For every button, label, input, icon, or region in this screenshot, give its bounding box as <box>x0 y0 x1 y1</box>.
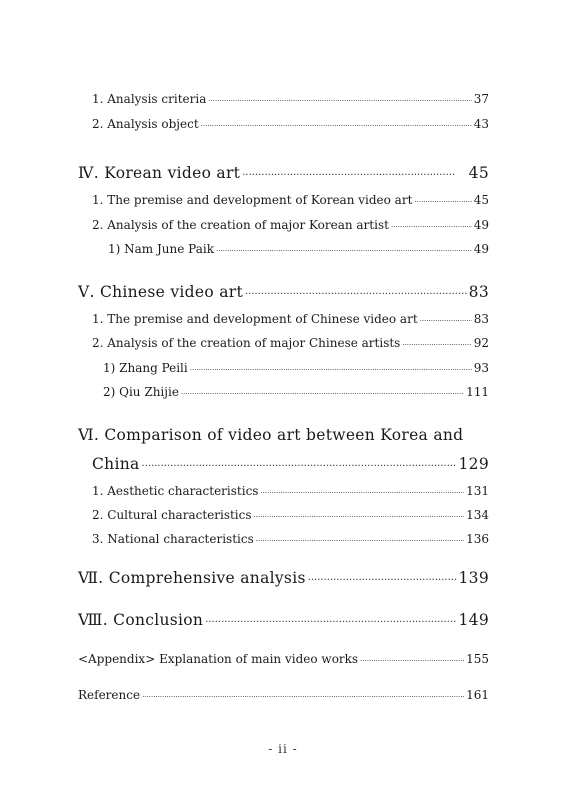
toc-entry-label: 1. The premise and development of Chinese video art <box>92 312 418 326</box>
toc-chapter-label: Ⅴ. Chinese video art <box>78 283 244 301</box>
toc-entry-page: 155 <box>466 652 489 666</box>
toc-chapter-page: 83 <box>468 283 489 301</box>
dot-leader <box>216 247 472 255</box>
toc-chapter-label: China <box>92 455 140 473</box>
toc-entry-page: 131 <box>466 484 489 498</box>
dot-leader <box>142 461 457 472</box>
toc-entry-page: 161 <box>466 688 489 702</box>
toc-chapter-page: 139 <box>458 569 489 587</box>
dot-leader <box>402 341 471 349</box>
toc-entry-nam-june-paik <box>108 242 489 256</box>
toc-entry-reference <box>78 688 489 702</box>
dot-leader <box>205 617 456 628</box>
toc-entry-page: 43 <box>473 117 489 131</box>
toc-chapter-label: Ⅷ. Conclusion <box>78 611 204 629</box>
toc-chapter-comparison-line2 <box>92 455 489 473</box>
toc-entry-label: 3. National characteristics <box>92 532 254 546</box>
toc-entry-page: 111 <box>466 385 489 399</box>
toc-chapter-label: Ⅶ. Comprehensive analysis <box>78 569 306 587</box>
page-number: - ii - <box>268 742 298 756</box>
dot-leader <box>360 657 464 665</box>
toc-entry-national <box>92 532 489 546</box>
toc-entry-label: <Appendix> Explanation of main video works <box>78 652 359 666</box>
toc-entry-label: 1) Zhang Peili <box>103 361 188 375</box>
toc-entry-page: 37 <box>473 92 489 106</box>
toc-entry-label: 2. Analysis of the creation of major Chinese artists <box>92 336 401 350</box>
dot-leader <box>245 289 467 300</box>
dot-leader <box>142 693 464 701</box>
toc-entry-qiu-zhijie <box>103 385 489 399</box>
toc-entry-appendix <box>78 652 489 666</box>
toc-chapter-page: 149 <box>458 611 489 629</box>
toc-entry-label: 1) Nam June Paik <box>108 242 214 256</box>
dot-leader <box>181 390 464 398</box>
toc-chapter-page: 45 <box>468 164 489 182</box>
toc-entry-label: 2. Analysis object <box>92 117 199 131</box>
dot-leader <box>190 366 472 374</box>
dot-leader <box>254 513 465 521</box>
toc-chapter-label: Ⅳ. Korean video art <box>78 164 241 182</box>
toc-entry-page: 45 <box>473 193 489 207</box>
dot-leader <box>260 489 464 497</box>
toc-chapter-comprehensive-analysis <box>78 569 489 587</box>
toc-entry-analysis-korean-artist <box>92 218 489 232</box>
toc-entry-premise-chinese <box>92 312 489 326</box>
toc-entry-label: 2) Qiu Zhijie <box>103 385 179 399</box>
toc-entry-label: Reference <box>78 688 141 702</box>
toc-entry-zhang-peili <box>103 361 489 375</box>
toc-chapter-page: 129 <box>458 455 489 473</box>
toc-chapter-chinese-video-art <box>78 283 489 301</box>
dot-leader <box>208 97 471 105</box>
toc-entry-analysis-criteria <box>92 92 489 106</box>
dot-leader <box>420 317 472 325</box>
dot-leader <box>391 223 472 231</box>
toc-entry-page: 83 <box>473 312 489 326</box>
toc-entry-page: 134 <box>466 508 489 522</box>
dot-leader <box>256 537 464 545</box>
toc-entry-aesthetic <box>92 484 489 498</box>
toc-entry-page: 92 <box>473 336 489 350</box>
toc-entry-label: 1. The premise and development of Korean video art <box>92 193 413 207</box>
dot-leader <box>242 170 454 181</box>
toc-chapter-conclusion <box>78 611 489 629</box>
toc-entry-analysis-object <box>92 117 489 131</box>
toc-entry-label: 1. Analysis criteria <box>92 92 207 106</box>
toc-entry-label: 2. Cultural characteristics <box>92 508 252 522</box>
toc-entry-analysis-chinese-artists <box>92 336 489 350</box>
toc-entry-page: 93 <box>473 361 489 375</box>
toc-entry-page: 136 <box>466 532 489 546</box>
toc-chapter-korean-video-art <box>78 164 489 182</box>
dot-leader <box>308 575 457 586</box>
toc-chapter-comparison-line1: Ⅵ. Comparison of video art between Korea and <box>78 426 464 444</box>
toc-entry-label: 1. Aesthetic characteristics <box>92 484 259 498</box>
dot-leader <box>414 198 471 206</box>
toc-entry-label: 2. Analysis of the creation of major Korean artist <box>92 218 389 232</box>
dot-leader <box>201 122 472 130</box>
toc-entry-page: 49 <box>473 218 489 232</box>
toc-entry-page: 49 <box>473 242 489 256</box>
toc-entry-cultural <box>92 508 489 522</box>
toc-entry-premise-korean <box>92 193 489 207</box>
